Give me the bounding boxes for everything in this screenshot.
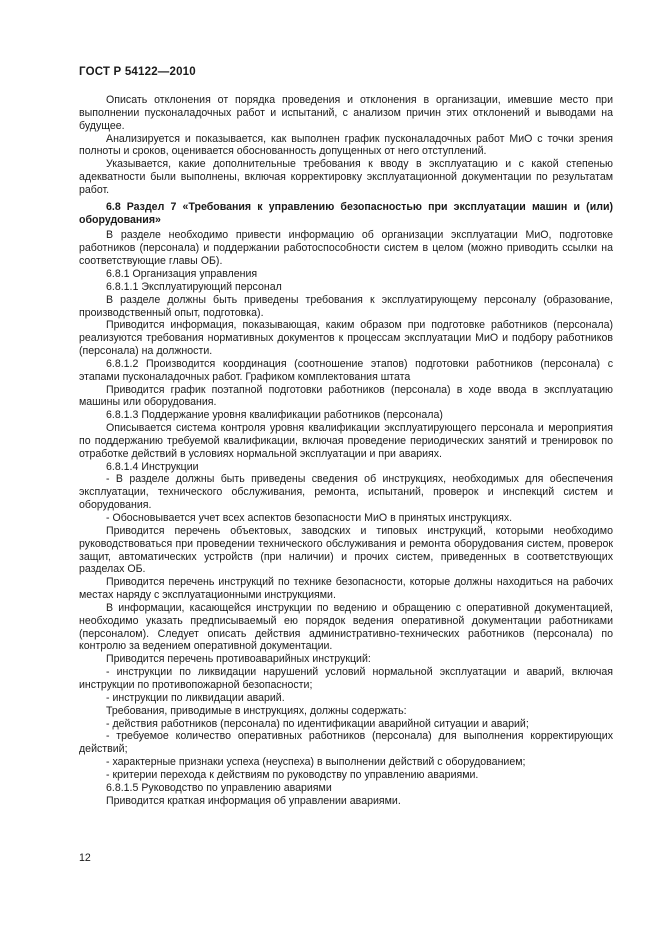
document-body [79,94,613,807]
subsection-heading: 6.8.1.1 Эксплуатирующий персонал [106,280,282,293]
list-item: - Обосновывается учет всех аспектов безопасности МиО в принятых инструкциях. [106,512,513,524]
subsection-heading: 6.8.1.4 Инструкции [106,460,199,473]
section-title: Раздел 7 «Требования к управлению безопасностью при эксплуатации машин и (или) оборудования» [79,200,613,226]
paragraph: Приводится перечень инструкций по технике безопасности, которые должны находиться на рабочих местах наряду с эксплуатационными инструкциями. [79,576,613,602]
paragraph: Описывается система контроля уровня квалификации эксплуатирующего персонала и мероприятия по поддержанию требуемой квалификации, включая проведение периодических занятий и тренировок по отработке действий в условиях нормальной эксплуатации и при авариях. [79,422,613,460]
paragraph: 6.8.1.2 Производится координация (соотношение этапов) подготовки работников (персонала) с этапами пусконаладочных работ. Графиком комплектования штата [79,357,613,383]
paragraph: В информации, касающейся инструкции по ведению и обращению с оперативной документацией, необходимо указать предписываемый ею порядок ведения оперативной документации работниками (персоналом). Следует описать действия административно-технических работников (персонала) по контролю за ведением оперативной документации. [79,601,613,653]
list-item: - инструкции по ликвидации нарушений условий нормальной эксплуатации и аварий, включая инструкции по противопожарной безопасности; [79,666,613,691]
document-header: ГОСТ Р 54122—2010 [79,66,196,78]
paragraph: В разделе должны быть приведены требования к эксплуатирующему персоналу (образование, производственный опыт, подготовка). [79,293,613,319]
list-item: - действия работников (персонала) по идентификации аварийной ситуации и аварий; [106,717,529,730]
list-item: - требуемое количество оперативных работников (персонала) для выполнения корректирующих действий; [79,730,613,756]
list-item: - характерные признаки успеха (неуспеха) в выполнении действий с оборудованием; [106,756,526,769]
page-number: 12 [79,852,91,864]
subsection-heading: 6.8.1.5 Руководство по управлению авариями [106,781,332,794]
paragraph: Приводится перечень противоаварийных инструкций: [106,653,371,666]
paragraph: Требования, приводимые в инструкциях, должны содержать: [106,704,407,717]
section-heading [79,201,613,227]
paragraph: Приводится краткая информация об управлении авариями. [106,794,401,807]
list-item: - инструкции по ликвидации аварий. [106,691,285,704]
paragraph: Приводится перечень объектовых, заводских и типовых инструкций, которыми необходимо руководствоваться при проведении технического обслуживания и ремонта оборудования систем, проверок защит, автоматических устройств (при наличии) и прочих систем, приведенных в соответствующих разделах ОБ. [79,524,613,576]
paragraph: В разделе необходимо привести информацию об организации эксплуатации МиО, подготовке работников (персонала) и поддержании работоспособности систем в целом (можно приводить ссылки на соответствующие главы ОБ). [79,229,613,268]
paragraph: Описать отклонения от порядка проведения и отклонения в организации, имевшие место при выполнении пусконаладочных работ и испытаний, с анализом причин этих отклонений и выводами на будущее. [79,94,613,132]
list-item: - критерии перехода к действиям по руководству по управлению авариями. [106,768,479,781]
subsection-heading: 6.8.1 Организация управления [106,267,258,280]
paragraph: Приводится график поэтапной подготовки работников (персонала) в ходе ввода в эксплуатацию машины или оборудования. [79,383,613,409]
paragraph: Анализируется и показывается, как выполнен график пусконаладочных работ МиО с точки зрения полноты и сроков, оценивается обоснованность допущенных от него отступлений. [79,132,613,158]
paragraph: Указывается, какие дополнительные требования к вводу в эксплуатацию и с какой степенью адекватности были выполнены, включая корректировку эксплуатационной документации по результатам работ. [79,158,613,196]
subsection-heading: 6.8.1.3 Поддержание уровня квалификации работников (персонала) [106,409,443,422]
list-item: - В разделе должны быть приведены сведения об инструкциях, необходимых для обеспечения эксплуатации, технического обслуживания, ремонта, испытаний, проверок и инспекций систем и оборудования. [79,473,613,512]
paragraph: Приводится информация, показывающая, каким образом при подготовке работников (персонала) реализуются требования нормативных документов к процессам эксплуатации МиО и подбору работников (персонала) на должности. [79,319,613,358]
section-number: 6.8 [106,200,121,213]
